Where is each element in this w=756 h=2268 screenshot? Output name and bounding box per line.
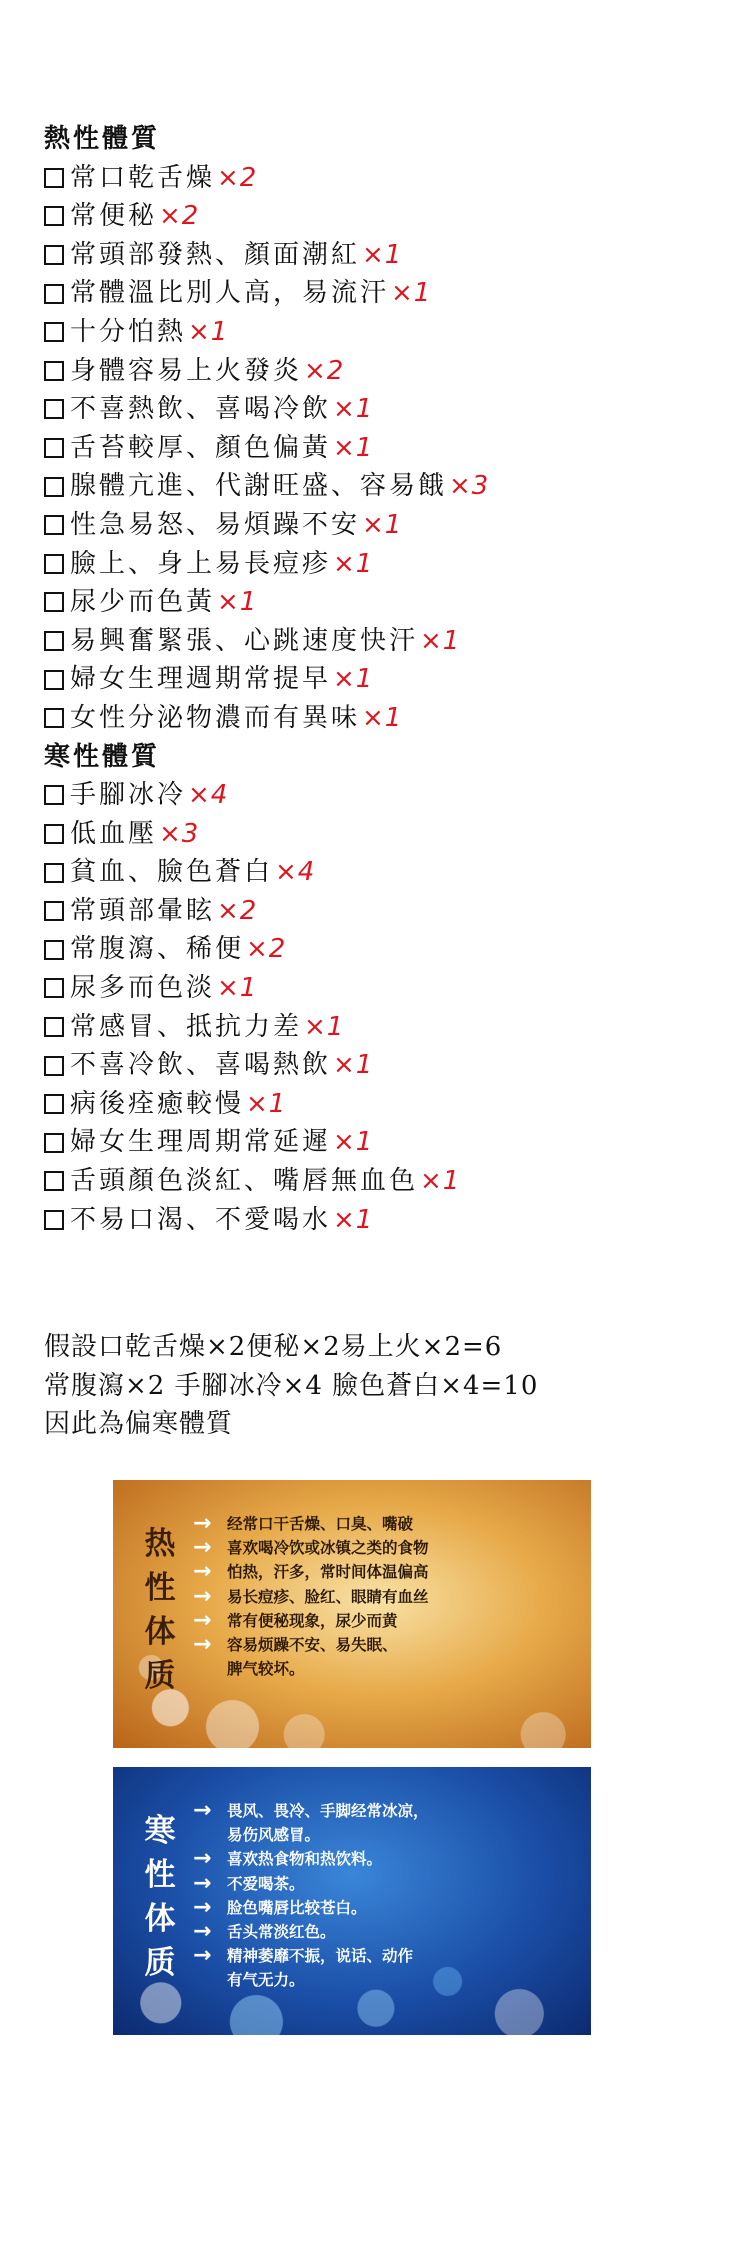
checklist-item[interactable]	[44, 776, 724, 815]
banner-row-text: 喜欢喝冷饮或冰镇之类的食物	[227, 1539, 429, 1558]
checkbox[interactable]	[44, 1017, 64, 1037]
checklist-item[interactable]	[44, 197, 724, 236]
checkbox[interactable]	[44, 708, 64, 728]
checklist-item-text: 身體容易上火發炎	[70, 355, 303, 386]
multiplier-score: ×1	[333, 394, 374, 425]
multiplier-score: ×1	[420, 1166, 461, 1197]
banner-title-char: 热	[144, 1526, 176, 1562]
banner-row-text: 畏风、畏冷、手脚经常冰凉，	[227, 1802, 429, 1820]
checklist-item[interactable]	[44, 1008, 724, 1047]
banner-row	[193, 1920, 581, 1944]
banner-row	[193, 1512, 581, 1536]
checklist-item-text: 不喜熱飲、喜喝冷飲	[70, 394, 332, 425]
checklist-item-text: 貧血、臉色蒼白	[70, 857, 274, 888]
checklist-item-text: 舌苔較厚、顏色偏黃	[70, 432, 332, 463]
checkbox[interactable]	[44, 978, 64, 998]
cold-constitution-banner	[113, 1767, 591, 2035]
checkbox[interactable]	[44, 206, 64, 226]
banner-row	[193, 1585, 581, 1609]
checkbox[interactable]	[44, 785, 64, 805]
banner-row	[193, 1968, 581, 1992]
banner-row	[193, 1872, 581, 1896]
multiplier-score: ×4	[275, 857, 316, 888]
banner-row-text: 脸色嘴唇比较苍白。	[227, 1898, 367, 1917]
cold-checklist	[44, 776, 724, 1239]
checklist-item-text: 常體溫比別人高，易流汗	[70, 278, 390, 309]
multiplier-score: ×2	[246, 934, 287, 965]
banner-row-text: 容易烦躁不安、易失眠、	[227, 1635, 398, 1654]
multiplier-score: ×1	[333, 1127, 374, 1158]
checklist-item[interactable]	[44, 313, 724, 352]
checkbox[interactable]	[44, 631, 64, 651]
checkbox[interactable]	[44, 1056, 64, 1076]
checkbox[interactable]	[44, 322, 64, 342]
checklist-item-text: 尿多而色淡	[70, 973, 216, 1004]
cold-banner-title	[135, 1809, 185, 1985]
banner-row	[193, 1560, 581, 1584]
example-calculation	[44, 1328, 744, 1444]
arrow-right-icon: →	[193, 1943, 212, 1969]
arrow-right-icon: →	[193, 1583, 212, 1609]
checklist-item[interactable]	[44, 467, 724, 506]
checklist-item[interactable]	[44, 429, 724, 468]
checklist-item-text: 不易口渴、不愛喝水	[70, 1204, 332, 1235]
banner-row	[193, 1536, 581, 1560]
banner-row	[193, 1633, 581, 1657]
checklist-item-text: 病後痊癒較慢	[70, 1088, 245, 1119]
checklist-item[interactable]	[44, 969, 724, 1008]
checklist-item[interactable]	[44, 159, 724, 198]
checklist-item[interactable]	[44, 352, 724, 391]
checklist-item-text: 常口乾舌燥	[70, 162, 216, 193]
checkbox[interactable]	[44, 592, 64, 612]
checklist-item[interactable]	[44, 1162, 724, 1201]
banner-row	[193, 1657, 581, 1681]
arrow-right-icon: →	[193, 1559, 212, 1585]
banner-row-text: 易伤风感冒。	[227, 1826, 321, 1845]
checklist-item[interactable]	[44, 815, 724, 854]
checklist-item-text: 常便秘	[70, 201, 158, 232]
checklist-item[interactable]	[44, 660, 724, 699]
checkbox[interactable]	[44, 824, 64, 844]
multiplier-score: ×1	[362, 702, 403, 733]
arrow-right-icon: →	[193, 1632, 212, 1658]
checklist-item[interactable]	[44, 390, 724, 429]
hot-banner-list	[193, 1512, 581, 1681]
multiplier-score: ×1	[333, 1204, 374, 1235]
checklist-item[interactable]	[44, 1123, 724, 1162]
checkbox[interactable]	[44, 670, 64, 690]
multiplier-score: ×1	[333, 664, 374, 695]
checkbox[interactable]	[44, 438, 64, 458]
checkbox[interactable]	[44, 245, 64, 265]
banner-row-text: 有气无力。	[227, 1971, 305, 1990]
checklist-item-text: 臉上、身上易長痘疹	[70, 548, 332, 579]
multiplier-score: ×1	[362, 509, 403, 540]
banner-row-text: 经常口干舌燥、口臭、嘴破	[227, 1515, 414, 1533]
multiplier-score: ×1	[333, 548, 374, 579]
arrow-right-icon: →	[193, 1511, 212, 1537]
banner-row	[193, 1799, 581, 1823]
banner-title-char: 质	[144, 1658, 176, 1694]
arrow-right-icon: →	[193, 1846, 212, 1872]
checkbox[interactable]	[44, 399, 64, 419]
checklist-item-text: 易興奮緊張、心跳速度快汗	[70, 625, 419, 656]
banner-row-text: 常有便秘现象，尿少而黄	[227, 1611, 398, 1630]
checklist-item[interactable]	[44, 853, 724, 892]
checklist-item[interactable]	[44, 1085, 724, 1124]
checklist-item-text: 常頭部發熱、顏面潮紅	[70, 239, 361, 270]
multiplier-score: ×1	[362, 239, 403, 270]
banner-row-text: 易长痘疹、脸红、眼睛有血丝	[227, 1587, 429, 1606]
checkbox[interactable]	[44, 1094, 64, 1114]
example-line-2: 常腹瀉×2 手腳冰冷×4 臉色蒼白×4=10	[44, 1370, 539, 1401]
checkbox[interactable]	[44, 901, 64, 921]
multiplier-score: ×1	[391, 278, 432, 309]
checklist-item-text: 十分怕熱	[70, 316, 187, 347]
arrow-right-icon: →	[193, 1798, 212, 1824]
arrow-right-icon: →	[193, 1535, 212, 1561]
arrow-right-icon: →	[193, 1919, 212, 1945]
example-line-1: 假設口乾舌燥×2便秘×2易上火×2=6	[44, 1332, 503, 1362]
multiplier-score: ×2	[159, 201, 200, 232]
checklist-item[interactable]	[44, 699, 724, 738]
checklist-item[interactable]	[44, 930, 724, 969]
checkbox[interactable]	[44, 1171, 64, 1191]
arrow-right-icon: →	[193, 1607, 212, 1633]
banner-title-char: 性	[144, 1857, 176, 1893]
banner-row-text: 舌头常淡红色。	[227, 1922, 336, 1941]
checklist-item[interactable]	[44, 1201, 724, 1240]
banner-row-text: 不爱喝茶。	[227, 1874, 305, 1893]
checklist-item[interactable]	[44, 545, 724, 584]
checkbox[interactable]	[44, 477, 64, 497]
multiplier-score: ×2	[304, 355, 345, 386]
checklist-item[interactable]	[44, 1046, 724, 1085]
checklist-item-text: 手腳冰冷	[70, 780, 187, 811]
multiplier-score: ×1	[188, 316, 229, 347]
banner-row	[193, 1944, 581, 1968]
checklist-item-text: 性急易怒、易煩躁不安	[70, 509, 361, 540]
hot-checklist	[44, 159, 724, 738]
banner-title-char: 质	[144, 1945, 176, 1981]
checklist-item-text: 低血壓	[70, 818, 158, 849]
arrow-right-icon: →	[193, 1870, 212, 1896]
checklist-item-text: 腺體亢進、代謝旺盛、容易餓	[70, 471, 448, 502]
hot-section-heading: 熱性體質	[44, 124, 161, 154]
multiplier-score: ×2	[217, 162, 258, 193]
checklist-item-text: 舌頭顏色淡紅、嘴唇無血色	[70, 1166, 419, 1197]
multiplier-score: ×1	[333, 1050, 374, 1081]
checklist-item[interactable]	[44, 236, 724, 275]
multiplier-score: ×1	[217, 587, 258, 618]
banner-row	[193, 1823, 581, 1847]
banner-title-char: 寒	[144, 1813, 176, 1849]
banner-title-char: 体	[144, 1614, 176, 1650]
banner-row-text: 精神萎靡不振，说话、动作	[227, 1947, 414, 1966]
banner-row	[193, 1896, 581, 1920]
checkbox[interactable]	[44, 1210, 64, 1230]
checkbox[interactable]	[44, 168, 64, 188]
multiplier-score: ×1	[304, 1011, 345, 1042]
checkbox[interactable]	[44, 940, 64, 960]
checklist-item-text: 婦女生理週期常提早	[70, 664, 332, 695]
banner-row-text: 喜欢热食物和热饮料。	[227, 1850, 383, 1869]
checklist-item-text: 不喜冷飲、喜喝熱飲	[70, 1050, 332, 1081]
checklist-item[interactable]	[44, 506, 724, 545]
checkbox[interactable]	[44, 284, 64, 304]
checklist-item-text: 常感冒、抵抗力差	[70, 1011, 303, 1042]
checklist-item[interactable]	[44, 274, 724, 313]
checkbox[interactable]	[44, 863, 64, 883]
cold-section-heading: 寒性體質	[44, 741, 161, 772]
checklist-item[interactable]	[44, 622, 724, 661]
banner-title-char: 性	[144, 1570, 176, 1606]
banner-row-text: 脾气较坏。	[227, 1660, 305, 1679]
checklist-item-text: 女性分泌物濃而有異味	[70, 702, 361, 733]
checkbox[interactable]	[44, 1133, 64, 1153]
banner-row-text: 怕热，汗多，常时间体温偏高	[227, 1563, 429, 1582]
multiplier-score: ×3	[449, 471, 490, 502]
cold-banner-list	[193, 1799, 581, 1993]
checklist	[44, 120, 724, 1239]
hot-banner-title	[135, 1522, 185, 1698]
checklist-item[interactable]	[44, 892, 724, 931]
checkbox[interactable]	[44, 515, 64, 535]
checkbox[interactable]	[44, 554, 64, 574]
banner-title-char: 体	[144, 1901, 176, 1937]
multiplier-score: ×4	[188, 780, 229, 811]
checkbox[interactable]	[44, 361, 64, 381]
checklist-item-text: 常頭部暈眩	[70, 895, 216, 926]
multiplier-score: ×1	[333, 432, 374, 463]
multiplier-score: ×2	[217, 895, 258, 926]
multiplier-score: ×1	[217, 973, 258, 1004]
banner-row	[193, 1609, 581, 1633]
banner-row	[193, 1847, 581, 1871]
multiplier-score: ×3	[159, 818, 200, 849]
checklist-item[interactable]	[44, 583, 724, 622]
example-conclusion: 因此為偏寒體質	[44, 1409, 234, 1439]
multiplier-score: ×1	[246, 1088, 287, 1119]
checklist-item-text: 婦女生理周期常延遲	[70, 1127, 332, 1158]
multiplier-score: ×1	[420, 625, 461, 656]
arrow-right-icon: →	[193, 1894, 212, 1920]
checklist-item-text: 常腹瀉、稀便	[70, 934, 245, 965]
hot-constitution-banner	[113, 1480, 591, 1748]
checklist-item-text: 尿少而色黃	[70, 587, 216, 618]
